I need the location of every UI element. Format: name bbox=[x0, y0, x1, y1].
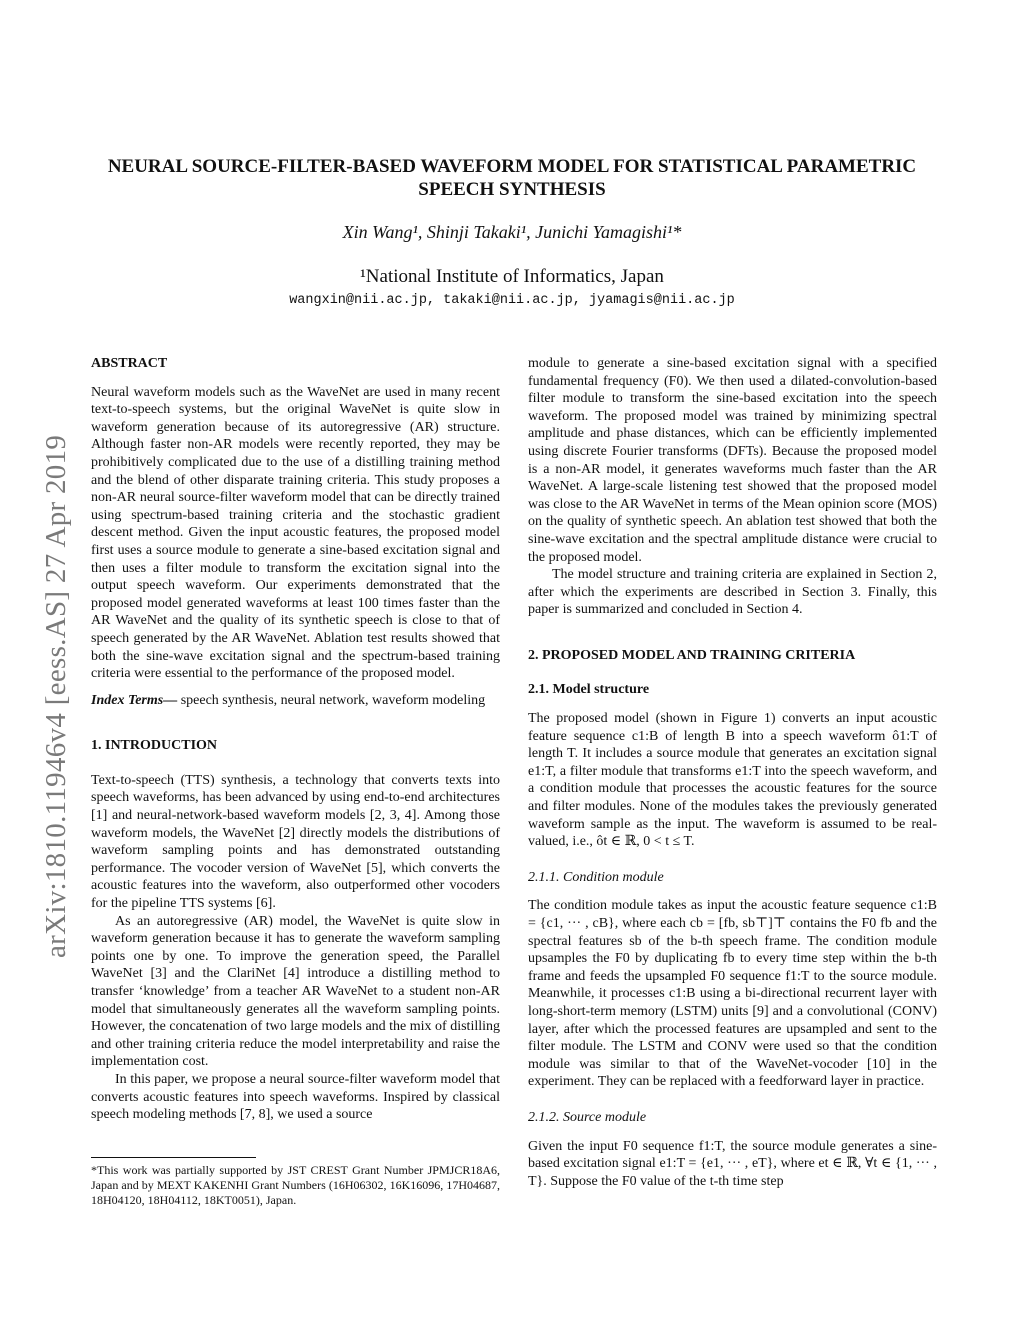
introduction-heading: 1. INTRODUCTION bbox=[91, 738, 218, 754]
author-list: Xin Wang¹, Shinji Takaki¹, Junichi Yamagishi¹* bbox=[342, 222, 682, 242]
intro-paragraph-3: In this paper, we propose a neural source-filter waveform model that converts acoustic features into speech waveforms. Inspired by classical speech modeling methods [7, 8], we used a source bbox=[91, 1071, 500, 1123]
intro-paragraph-2: As an autoregressive (AR) model, the WaveNet is quite slow in waveform generation because it has to generate the waveform sampling points one by one. To improve the generation speed, the Parallel WaveNet [3] and the ClariNet [4] introduce a distilling method to transfer ‘knowledge’ from a teacher AR WaveNet to a student non-AR model that simultaneously generates all the waveform sampling points. However, the concatenation of two large models and the mix of distilling and other training criteria reduce the model interpretability and raise the implementation cost. bbox=[91, 913, 500, 1070]
arxiv-identifier-stamp: arXiv:1810.11946v4 [eess.AS] 27 Apr 2019 bbox=[40, 434, 72, 958]
subsection-2-1-2-text: Given the input F0 sequence f1:T, the source module generates a sine-based excitation signal e1:T = {e1, ··· , eT}, where et ∈ ℝ, ∀t ∈ {1, ··· , T}. Suppose the F0 value of the t-th time step bbox=[528, 1138, 937, 1189]
intro-paragraph-1: Text-to-speech (TTS) synthesis, a technology that converts texts into speech waveforms, has been advanced by using end-to-end architectures [1] and neural-network-based waveform models [2, 3, 4]. Among those waveform models, the WaveNet [2] directly models the distributions of waveform sampling points and has demonstrated outstanding performance. The vocoder version of WaveNet [5], which converts the acoustic features into the waveform, also outperformed other vocoders for the pipeline TTS systems [6]. bbox=[91, 772, 500, 912]
index-terms bbox=[91, 692, 500, 710]
index-terms-text: speech synthesis, neural network, waveform modeling bbox=[180, 692, 486, 708]
author-emails: wangxin@nii.ac.jp, takaki@nii.ac.jp, jyamagis@nii.ac.jp bbox=[289, 293, 735, 308]
section-2-heading: 2. PROPOSED MODEL AND TRAINING CRITERIA bbox=[528, 647, 856, 663]
affiliation: ¹National Institute of Informatics, Japan bbox=[360, 266, 664, 287]
intro-paragraph-4: The model structure and training criteria are explained in Section 2, after which the experiments are described in Section 3. Finally, this paper is summarized and concluded in Section 4. bbox=[528, 567, 937, 618]
index-terms-label: Index Terms— bbox=[91, 692, 178, 708]
subsection-2-1-1-heading: 2.1.1. Condition module bbox=[528, 869, 664, 885]
subsection-2-1-1-text: The condition module takes as input the acoustic feature sequence c1:B = {c1, ··· , cB}, where each cb = [fb, sb⊤]⊤ contains the F0 fb and the spectral features sb of the b-th speech frame. The condition module upsamples the F0 by duplicating fb to every time step within the b-th frame and feeds the upsampled F0 sequence f1:T to the source module. Meanwhile, it processes c1:B using a bi-directional recurrent layer with long-short-term memory (LSTM) units [9] and a convolutional (CONV) layer, after which the processed features are upsampled and sent to the filter module. The LSTM and CONV were used so that the condition module was similar to that of the WaveNet-vocoder [10] in the experiment. They can be replaced with a feedforward layer in practice. bbox=[528, 898, 937, 1090]
right-column bbox=[528, 355, 937, 1190]
abstract-text: Neural waveform models such as the WaveNet are used in many recent text-to-speech systems, but the original WaveNet is quite slow in waveform generation because of its autoregressive (AR) structure. Although faster non-AR models were recently reported, they may be prohibitively complicated due to the use of a distilling training method and the blend of other disparate training criteria. This study proposes a non-AR neural source-filter waveform model that can be directly trained using spectrum-based training criteria and the stochastic gradient descent method. Given the input acoustic features, the proposed model first uses a source module to generate a sine-based excitation signal and then uses a filter module to transform the excitation signal into the output speech waveform. Our experiments demonstrated that the proposed model generated waveforms at least 100 times faster than the AR WaveNet and the quality of its synthetic speech is close to that of speech generated by the AR WaveNet. Ablation test results showed that both the sine-wave excitation signal and the spectrum-based training criteria were essential to the performance of the proposed model. bbox=[91, 384, 500, 682]
left-column bbox=[91, 355, 500, 1124]
subsection-2-1-2-heading: 2.1.2. Source module bbox=[528, 1109, 647, 1125]
footnote-rule bbox=[91, 1157, 256, 1158]
subsection-2-1-heading: 2.1. Model structure bbox=[528, 681, 650, 697]
intro-continuation: module to generate a sine-based excitation signal with a specified fundamental frequency (F0). We then used a dilated-convolution-based filter module to transform the sine-based excitation into the speech waveform. The proposed model was trained by minimizing spectral amplitude and phase distances, which can be efficiently implemented using discrete Fourier transforms (DFTs). Because the proposed model is a non-AR model, it generates waveforms much faster than the AR WaveNet. A large-scale listening test showed that the proposed model was close to the AR WaveNet in terms of the Mean opinion score (MOS) on the quality of synthetic speech. An ablation test showed that both the sine-wave excitation and the spectral amplitude distance were crucial to the proposed model. bbox=[528, 356, 937, 565]
abstract-heading: ABSTRACT bbox=[91, 356, 168, 371]
paper-title: NEURAL SOURCE-FILTER-BASED WAVEFORM MODEL FOR STATISTICAL PARAMETRIC SPEECH SYNTHESIS bbox=[107, 156, 917, 200]
footnote: *This work was partially supported by JST CREST Grant Number JPMJCR18A6, Japan and by MEXT KAKENHI Grant Numbers (16H06302, 16K16096, 17H04687, 18H04120, 18H04112, 18KT0051), Japan. bbox=[91, 1163, 500, 1207]
subsection-2-1-text: The proposed model (shown in Figure 1) converts an input acoustic feature sequence c1:B of length B into a speech waveform ô1:T of length T. It includes a source module that generates an excitation signal e1:T, a filter module that transforms e1:T into the speech waveform, and a condition module that processes the acoustic features for the source and filter modules. None of the modules takes the previously generated waveform sample as the input. The waveform is assumed to be real-valued, i.e., ôt ∈ ℝ, 0 < t ≤ T. bbox=[528, 711, 937, 850]
